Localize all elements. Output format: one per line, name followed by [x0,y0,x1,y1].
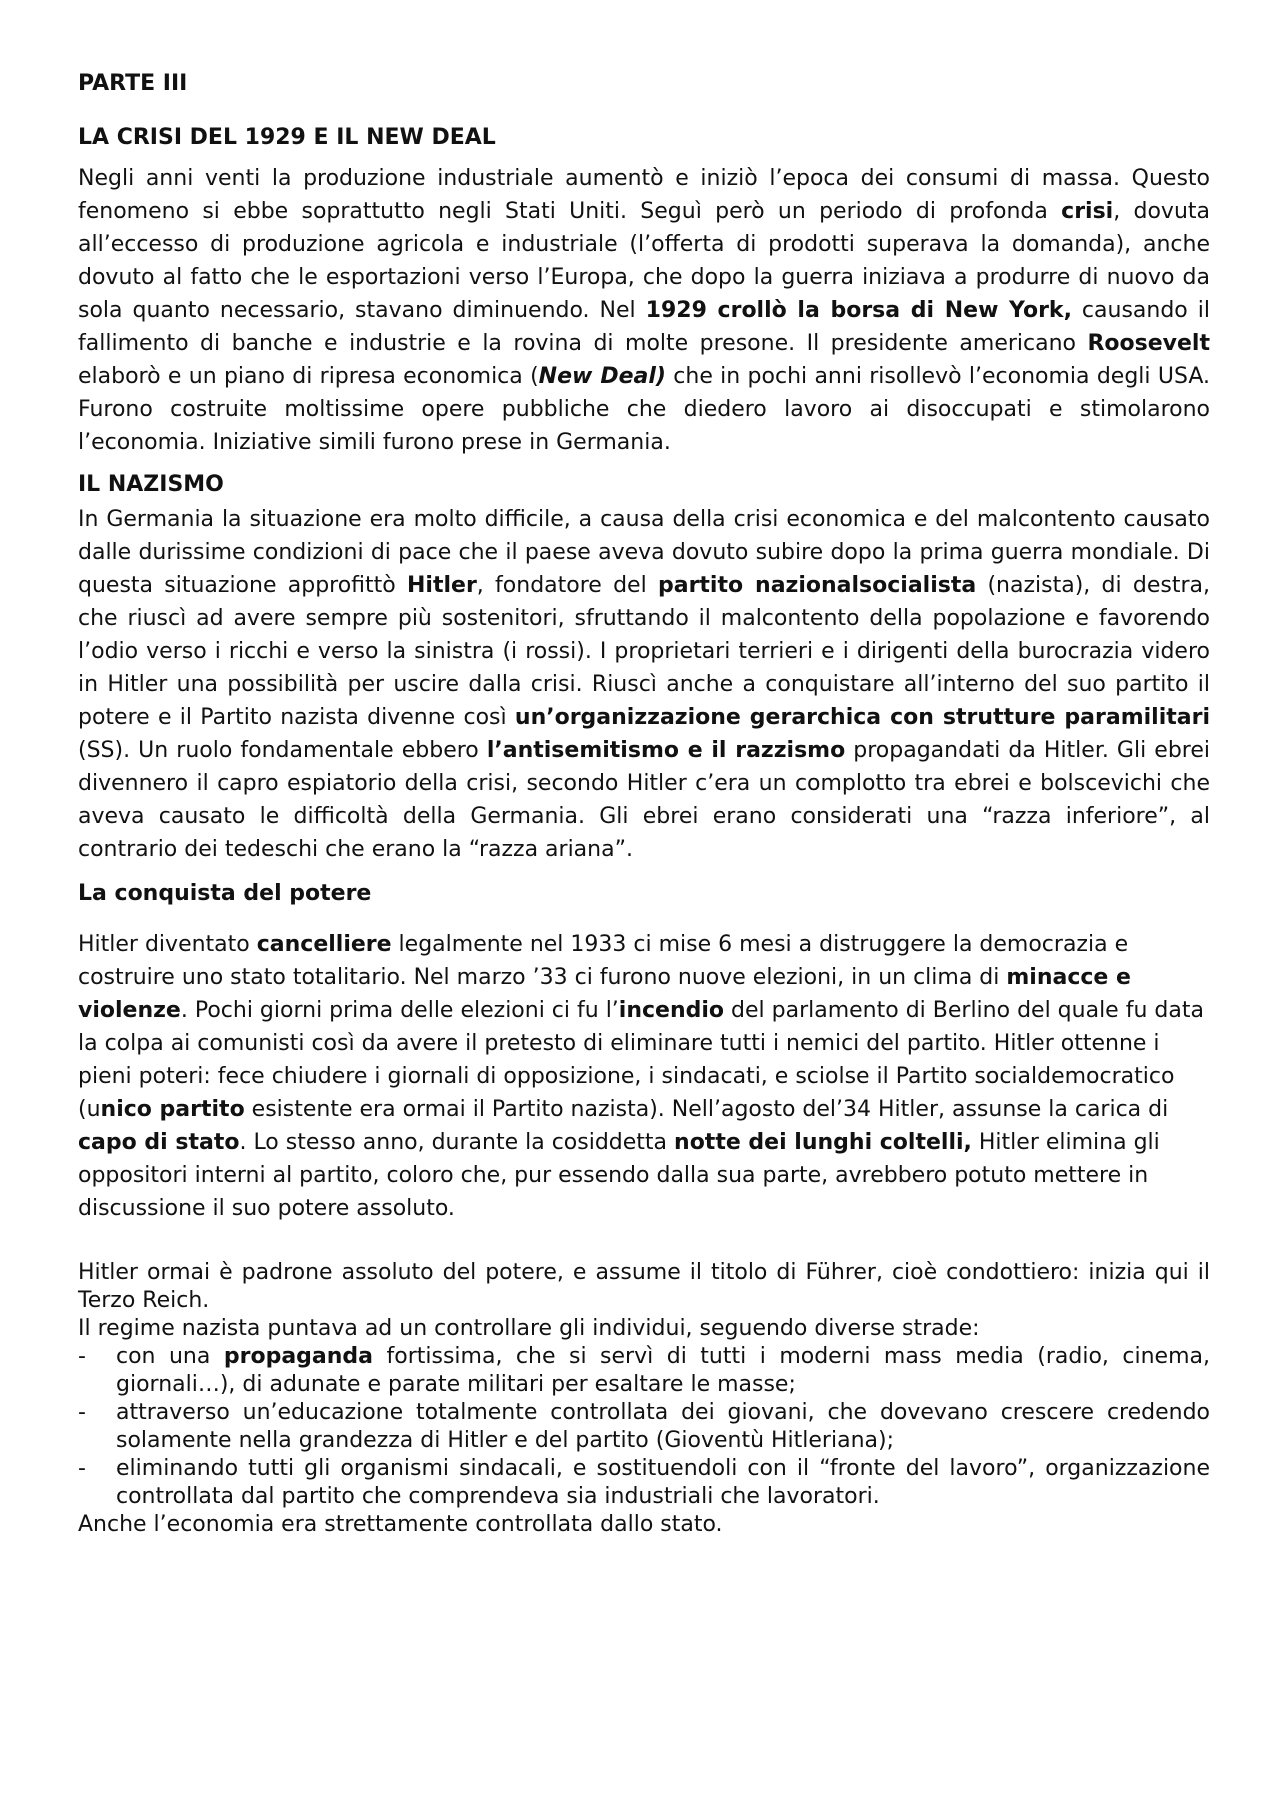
paragraph-fuhrer: Hitler ormai è padrone assoluto del potere, e assume il titolo di Führer, cioè condottiero: inizia qui il Terzo Reich. [78,1260,1210,1313]
text-run: del parlamento di Berlino del quale fu data la colpa ai comunisti così da avere il pretesto di eliminare tutti i nemici del partito. Hitler ottenne i pieni poteri: fece chiudere i giornali di opposizione, i sindacati, e sciolse il Partito socialdemocratico (u [78,998,1204,1122]
bold-run: Roosevelt [1087,331,1210,356]
bold-run: partito nazionalsocialista [657,573,977,598]
paragraph-nazismo [78,503,1210,866]
text-run: Hitler elimina gli oppositori interni al partito, coloro che, pur essendo dalla sua parte, avrebbero potuto mettere in discussione il suo potere assoluto. [78,1130,1160,1221]
text-run: attraverso un’educazione totalmente controllata dei giovani, che dovevano crescere credendo solamente nella grandezza di Hitler e del partito (Gioventù Hitleriana); [116,1400,1210,1453]
section-title-crisi-1929: LA CRISI DEL 1929 E IL NEW DEAL [78,125,496,150]
bold-run: incendio [618,998,725,1023]
part-title: PARTE III [78,71,188,96]
paragraph-regime-strade: Il regime nazista puntava ad un controllare gli individui, seguendo diverse strade: [78,1316,980,1341]
text-run: con una [116,1344,224,1369]
list-item [78,1343,1210,1399]
text-run: legalmente nel 1933 ci mise 6 mesi a distruggere la democrazia e costruire uno stato totalitario. Nel marzo ’33 ci furono nuove elezioni, in un clima di [78,932,1129,990]
text-run: , dovuta all’eccesso di produzione agricola e industriale (l’offerta di prodotti superava la domanda), anche dovuto al fatto che le esportazioni verso l’Europa, che dopo la guerra iniziava a produrre di nuovo da sola quanto necessario, stavano diminuendo. Nel [78,199,1211,323]
text-run: esistente era ormai il Partito nazista). Nell’agosto del’34 Hitler, assunse la carica di [244,1097,1169,1122]
text-run: (SS). Un ruolo fondamentale ebbero [78,738,487,763]
section-title-conquista-potere: La conquista del potere [78,881,372,906]
text-run: . Pochi giorni prima delle elezioni ci fu l’ [180,998,619,1023]
text-run: Hitler diventato [78,932,257,957]
bold-run: Hitler [407,573,477,598]
paragraph-economia: Anche l’economia era strettamente controllata dallo stato. [78,1512,723,1537]
control-methods-list [78,1343,1210,1511]
paragraph-conquista-potere [78,928,1210,1225]
text-run: causando il fallimento di banche e industrie e la rovina di molte presone. Il presidente americano [78,298,1210,356]
bold-run: nico partito [100,1097,245,1122]
bold-run: capo di stato [78,1130,240,1155]
paragraph-crisi-1929 [78,162,1210,459]
document-page [78,68,1210,1539]
bold-italic-run: New Deal) [538,364,666,389]
text-run: , fondatore del [476,573,658,598]
bold-run: 1929 crollò la borsa di New York, [645,298,1072,323]
text-run: propagandati da Hitler. Gli ebrei divennero il capro espiatorio della crisi, secondo Hitler c’era un complotto tra ebrei e bolscevichi che aveva causato le difficoltà della Germania. Gli ebrei erano considerati una “razza inferiore”, al contrario dei tedeschi che erano la “razza ariana”. [78,738,1210,862]
text-run: elaborò e un piano di ripresa economica ( [78,364,539,389]
list-dash: - [78,1344,86,1369]
text-run: . Lo stesso anno, durante la cosiddetta [239,1130,675,1155]
text-run: In Germania la situazione era molto difficile, a causa della crisi economica e del malcontento causato dalle durissime condizioni di pace che il paese aveva dovuto subire dopo la prima guerra mondiale. Di questa situazione approfittò [78,507,1210,598]
bold-run: cancelliere [256,932,392,957]
bold-run [539,364,666,389]
bold-run: propaganda [223,1344,374,1369]
text-run: che in pochi anni risollevò l’economia degli USA. Furono costruite moltissime opere pubbliche che diedero lavoro ai disoccupati e stimolarono l’economia. Iniziative simili furono prese in Germania. [78,364,1210,455]
bold-run: crisi [1061,199,1114,224]
text-run: Negli anni venti la produzione industriale aumentò e iniziò l’epoca dei consumi di massa. Questo fenomeno si ebbe soprattutto negli Stati Uniti. Seguì però un periodo di profonda [78,166,1210,224]
list-dash: - [78,1400,86,1425]
text-run: (nazista), di destra, che riuscì ad avere sempre più sostenitori, sfruttando il malcontento della popolazione e favorendo l’odio verso i ricchi e verso la sinistra (i rossi). I proprietari terrieri e i dirigenti della burocrazia videro in Hitler una possibilità per uscire dalla crisi. Riuscì anche a conquistare all’interno del suo partito il potere e il Partito nazista divenne così [78,573,1210,730]
list-dash: - [78,1456,86,1481]
bold-run: un’organizzazione gerarchica con strutture paramilitari [514,705,1210,730]
list-item [78,1399,1210,1455]
bold-run: l’antisemitismo e il razzismo [486,738,846,763]
text-run: fortissima, che si servì di tutti i moderni mass media (radio, cinema, giornali…), di adunate e parate militari per esaltare le masse; [116,1344,1210,1397]
bold-run: notte dei lunghi coltelli, [674,1130,972,1155]
bold-run: minacce e violenze [78,965,1131,1023]
list-item [78,1455,1210,1511]
section-title-nazismo: IL NAZISMO [78,472,224,497]
text-run: eliminando tutti gli organismi sindacali, e sostituendoli con il “fronte del lavoro”, organizzazione controllata dal partito che comprendeva sia industriali che lavoratori. [116,1456,1210,1509]
